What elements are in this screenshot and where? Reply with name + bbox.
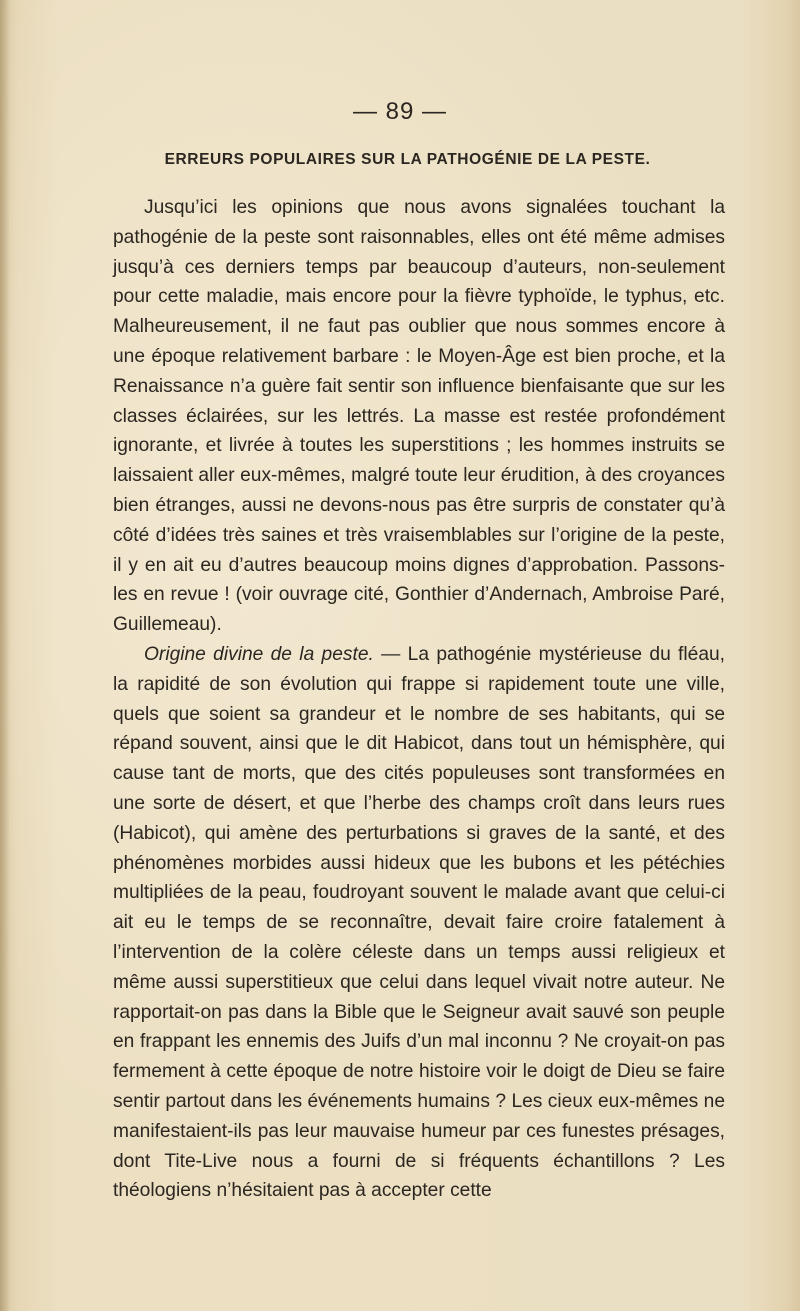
running-head: ERREURS POPULAIRES SUR LA PATHOGÉNIE DE LA PESTE. xyxy=(164,151,651,168)
page-number: — 89 — xyxy=(352,98,448,125)
paragraph-divine-origin-text: — La pathogénie mystérieuse du fléau, la rapidité de son évolution qui frappe si rapidement toute une ville, quels que soient sa grandeur et le nombre de ses habitants, qui se répand souvent, ainsi que le dit Habicot, dans tout un hémisphère, qui cause tant de morts, que des cités populeuses sont transformées en une sorte de désert, et que l’herbe des champs croît dans leurs rues (Habicot), qui amène des perturbations si graves de la santé, et des phénomènes morbides aussi hideux que les bubons et les pétéchies multipliées de la peau, foudroyant souvent le malade avant que celui-ci ait eu le temps de se reconnaître, devait faire croire fatalement à l’intervention de la colère céleste dans un temps aussi religieux et même aussi superstitieux que celui dans lequel vivait notre auteur. Ne rapportait-on pas dans la Bible que le Seigneur avait sauvé son peuple en frappant les ennemis des Juifs d’un mal inconnu ? Ne croyait-on pas fermement à cette époque de notre histoire voir le doigt de Dieu se faire sentir partout dans les événements humains ? Les cieux eux-mêmes ne manifestaient-ils pas leur mauvaise humeur par ces funestes présages, dont Tite-Live nous a fourni de si fréquents échantillons ? Les théologiens n’hésitaient pas à accepter cette xyxy=(113,643,725,1202)
paragraph-intro: Jusqu’ici les opinions que nous avons signalées touchant la pathogénie de la peste sont raisonnables, elles ont été même admises jusqu’à ces derniers temps par beaucoup d’auteurs, non-seulement pour cette maladie, mais encore pour la fièvre typhoïde, le typhus, etc. Malheureusement, il ne faut pas oublier que nous sommes encore à une époque relativement barbare : le Moyen-Âge est bien proche, et la Renaissance n’a guère fait sentir son influence bienfaisante que sur les classes éclairées, sur les lettrés. La masse est restée profondément ignorante, et livrée à toutes les superstitions ; les hommes instruits se laissaient aller eux-mêmes, malgré toute leur érudition, à des croyances bien étranges, aussi ne devons-nous pas être surpris de constater qu’à côté d’idées très saines et très vraisemblables sur l’origine de la peste, il y en ait eu d’autres beaucoup moins dignes d’approbation. Passons-les en revue ! (voir ouvrage cité, Gonthier d’Andernach, Ambroise Paré, Guillemeau). xyxy=(113,197,725,636)
section-lead-italic: Origine divine de la peste. xyxy=(144,643,374,665)
body-text xyxy=(113,193,725,1206)
paragraph-divine-origin xyxy=(113,640,725,1206)
